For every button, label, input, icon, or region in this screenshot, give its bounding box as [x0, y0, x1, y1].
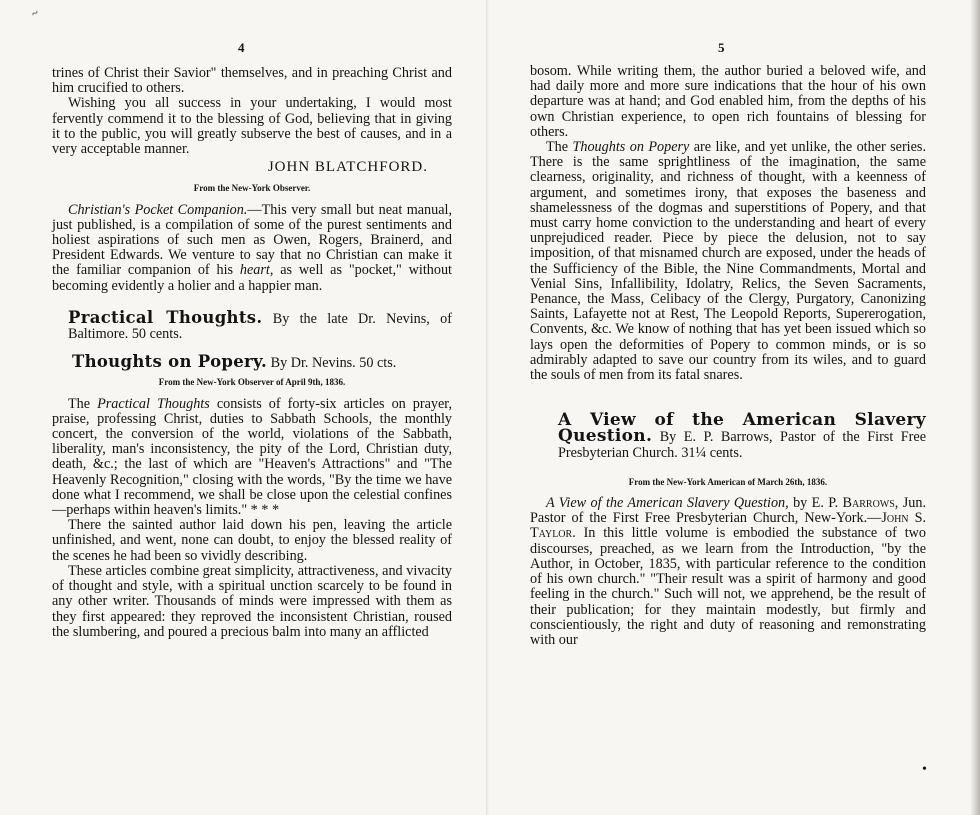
source-line: From the New-York American of March 26th, 1836. — [628, 476, 828, 487]
source-line: From the New-York Observer. — [193, 183, 311, 194]
paragraph: The Thoughts on Popery are like, and yet unlike, the other series. There is the same sprightliness of the imagination, the same clearness, originality, and richness of thought, with a keenness of argument, and sometimes irony, that exposes the baseness and shamelessness of the dogmas and superstitions of Popery, and that must carry home conviction to the understanding and heart of every unprejudiced reader. Piece by piece the delusion, not to say imposition, of that misnamed church are exposed, under the heads of the Sufficiency of the Bible, the Nine Commandments, Mortal and Venial Sins, Infallibility, Idolatry, Relics, the Seven Sacraments, Penance, the Mass, Celibacy of the Clergy, Purgatory, Canonizing Saints, Lafayette not at Rest, The Leopold Reports, Supererogation, Convents, &c. We know of nothing that has yet been issued which so lays open the deformities of Popery to common minds, or is so admirably adapted to save our country from its wiles, and to guard the souls of men from its fatal snares. — [530, 139, 926, 384]
book-title: Practical Thoughts. — [68, 307, 263, 327]
paragraph: A View of the American Slavery Question, by E. P. Barrows, Jun. Pastor of the First Free Presbyterian Church, New-York.—John S. Taylor. In this little volume is embodied the substance of two discourses, preached, as we learn from the Introduction, "by the Author, in October, 1835, with particular reference to the condition of his own church." "Their result was a spirit of harmony and good feeling in the church." Such will not, we apprehend, be the result of their publication; for they maintain modestly, but firmly and conscientiously, the right and duty of reasoning and remonstrating with our — [530, 495, 927, 648]
right-column — [530, 64, 926, 648]
book-title: Thoughts on Popery. — [72, 352, 268, 372]
book-heading: Practical Thoughts. By the late Dr. Nevins, of Baltimore. 50 cents. — [68, 307, 452, 343]
ink-mark: ~ — [28, 5, 42, 21]
paragraph: There the sainted author laid down his pen, leaving the article unfinished, and went, none can doubt, to enjoy the blessed reality of the scenes he had been so vividly describing. — [52, 517, 452, 564]
book-title: Christian's Pocket Companion. — [68, 201, 248, 218]
paragraph: Christian's Pocket Companion.—This very small but neat manual, just published, is a compilation of some of the purest sentiments and holiest aspirations of such men as Owen, Rogers, Brainerd, and President Edwards. We venture to say that no Christian can make it the familiar companion of his heart, as well as "pocket," without becoming evidently a holier and a happier man. — [52, 201, 453, 294]
source-line: From the New-York Observer of April 9th, 1836. — [158, 377, 346, 388]
page-edge — [970, 0, 980, 815]
paragraph: These articles combine great simplicity, attractiveness, and vivacity of thought and style, with a spiritual unction scarcely to be found in any other writer. Thousands of minds were impressed with them as they first appeared: they reproved the inconsistent Christian, roused the slumbering, and poured a precious balm into many an afflicted — [52, 562, 452, 640]
signature: JOHN BLATCHFORD. — [267, 159, 428, 176]
book-heading: A View of the American Slavery Question. By E. P. Barrows, Pastor of the First Free Presbyterian Church. 31¼ cents. — [558, 410, 926, 461]
paragraph: trines of Christ their Savior" themselves, and in preaching Christ and him crucified to others. — [52, 65, 452, 97]
left-column — [52, 66, 452, 640]
ink-mark: • — [922, 762, 927, 777]
page-number-left: 4 — [238, 40, 245, 55]
paragraph: Wishing you all success in your undertaking, I would most fervently commend it to the blessing of God, believing that in giving it to the public, you will greatly subserve the best of causes, and in a very acceptable manner. — [52, 95, 452, 158]
book-heading: Thoughts on Popery. By Dr. Nevins. 50 cts. — [72, 352, 397, 372]
paragraph: bosom. While writing them, the author buried a beloved wife, and had daily more and more sure indications that the hour of his own departure was at hand; and God enabled him, from the depths of his own Christian experience, to open rich fountains of blessing for others. — [530, 63, 926, 140]
paragraph: The Practical Thoughts consists of forty-six articles on prayer, praise, professing Christ, duties to Sabbath Schools, the monthly concert, the conversion of the world, violations of the Sabbath, liberality, man's inconsistency, the pity of the Lord, Christian duty, death, &c.; the last of which are "Heaven's Attractions" and "The Heavenly Recognition," closing with the words, "By the time we have done what I recommend, we shall be close upon the celestial confines—perhaps within heaven's limits." * * * — [52, 395, 453, 519]
page-number-right: 5 — [718, 40, 725, 55]
book-title: A View of the American Slavery Question. — [558, 410, 926, 447]
